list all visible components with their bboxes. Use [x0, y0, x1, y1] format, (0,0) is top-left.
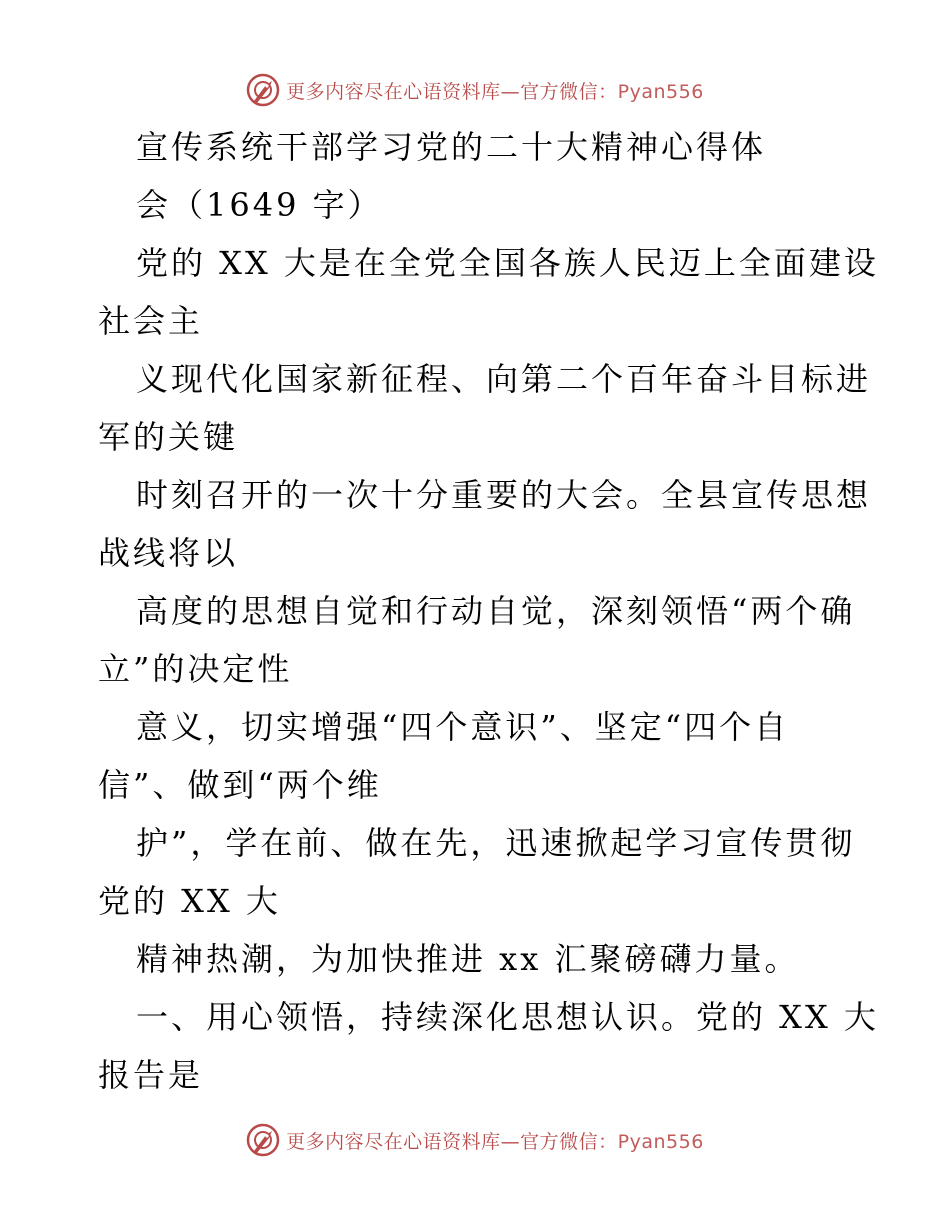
text-line: 党的 XX 大	[98, 882, 281, 920]
footer-banner	[0, 1120, 950, 1160]
text-line: 高度的思想自觉和行动自觉，深刻领悟“两个确	[136, 592, 856, 630]
text-line: 宣传系统干部学习党的二十大精神心得体	[136, 128, 767, 166]
pen-nib-logo-icon	[246, 73, 280, 107]
text-line: 信”、做到“两个维	[98, 766, 382, 804]
text-line: 一、用心领悟，持续深化思想认识。党的 XX 大	[136, 998, 879, 1036]
text-line: 战线将以	[98, 534, 239, 572]
banner-text: 更多内容尽在心语资料库—官方微信：Pyan556	[286, 1130, 704, 1153]
text-line: 立”的决定性	[98, 650, 293, 688]
text-line: 会（1649 字）	[136, 186, 383, 224]
wechat-account: Pyan556	[617, 80, 704, 103]
text-line: 军的关键	[98, 418, 239, 456]
wechat-account: Pyan556	[617, 1130, 704, 1153]
text-line: 党的 XX 大是在全党全国各族人民迈上全面建设	[136, 244, 879, 282]
text-line: 义现代化国家新征程、向第二个百年奋斗目标进	[136, 360, 872, 398]
banner-text: 更多内容尽在心语资料库—官方微信：Pyan556	[286, 80, 704, 103]
text-line: 报告是	[98, 1056, 204, 1094]
text-line: 护”，学在前、做在先，迅速掀起学习宣传贯彻	[136, 824, 856, 862]
document-body	[98, 118, 879, 1104]
header-banner	[0, 70, 950, 110]
text-line: 社会主	[98, 302, 204, 340]
text-line: 精神热潮，为加快推进 xx 汇聚磅礴力量。	[136, 940, 800, 978]
text-line: 意义，切实增强“四个意识”、坚定“四个自	[136, 708, 790, 746]
pen-nib-logo-icon	[246, 1123, 280, 1157]
text-line: 时刻召开的一次十分重要的大会。全县宣传思想	[136, 476, 872, 514]
